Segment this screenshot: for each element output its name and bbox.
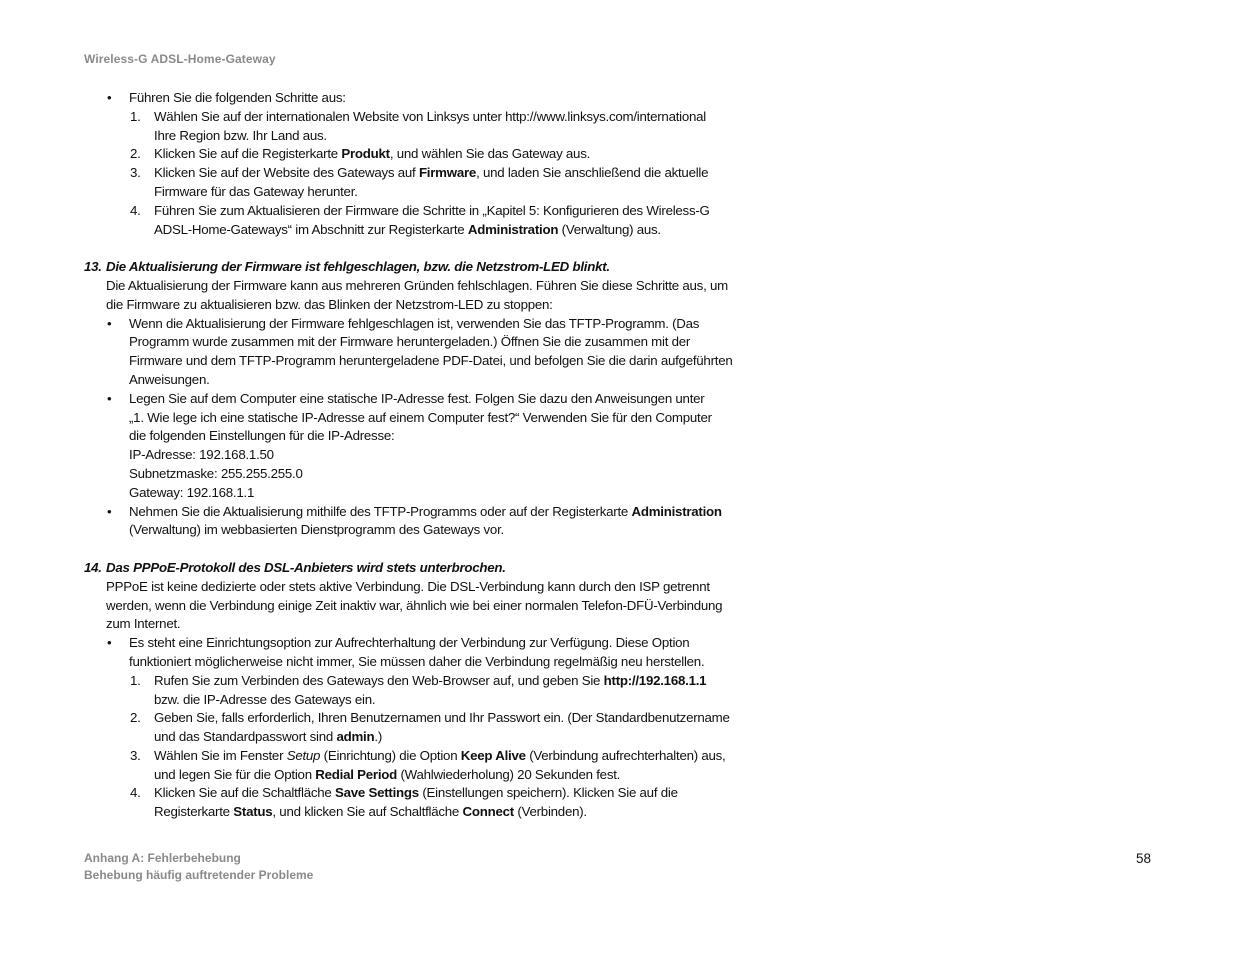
text-run: Firmware für das Gateway herunter. — [154, 183, 358, 199]
numbered-step — [84, 145, 764, 164]
bold-term: Firmware — [418, 165, 477, 181]
text-run: Anweisungen. — [129, 371, 210, 387]
list-item: • Führen Sie die folgenden Schritte aus: — [84, 89, 764, 108]
list-item — [84, 634, 764, 672]
text-run: , und klicken Sie auf Schaltfläche — [272, 804, 463, 820]
text-run: Die Aktualisierung der Firmware kann aus mehreren Gründen fehlschlagen. Führen Sie diese Schritte aus, um — [106, 277, 728, 293]
bold-term: Connect — [462, 804, 514, 820]
text-run: .) — [374, 729, 383, 745]
text-run: ADSL-Home-Gateways“ im Abschnitt zur Registerkarte — [154, 221, 468, 237]
text-run: Rufen Sie zum Verbinden des Gateways den Web-Browser auf, und geben Sie — [154, 672, 604, 688]
text-run: (Einstellungen speichern). Klicken Sie auf die — [418, 785, 678, 801]
paragraph — [84, 277, 764, 315]
text-run: Programm wurde zusammen mit der Firmware heruntergeladen.) Öffnen Sie die zusammen mit der — [129, 334, 691, 350]
text-run: Nehmen Sie die Aktualisierung mithilfe des TFTP-Programms oder auf der Registerkarte — [129, 503, 632, 519]
text-run: Gateway: 192.168.1.1 — [129, 484, 255, 500]
text-run: , und laden Sie anschließend die aktuelle — [476, 165, 709, 181]
bold-term: Keep Alive — [460, 747, 526, 763]
text-run: zum Internet. — [106, 616, 181, 632]
list-item — [84, 390, 764, 503]
paragraph — [84, 578, 764, 634]
text-run: Firmware und dem TFTP-Programm heruntergeladene PDF-Datei, und befolgen Sie die darin aufgeführten — [129, 353, 733, 369]
text-run: Wählen Sie im Fenster — [154, 747, 287, 763]
text-run: Klicken Sie auf die Schaltfläche — [154, 785, 335, 801]
text-run: (Verbindung aufrechterhalten) aus, — [525, 747, 726, 763]
bold-term: Status — [233, 804, 273, 820]
text-run: , und wählen Sie das Gateway aus. — [389, 146, 591, 162]
step-number: 1. — [130, 672, 141, 688]
text-run: und legen Sie für die Option — [154, 766, 316, 782]
text-run: Geben Sie, falls erforderlich, Ihren Benutzernamen und Ihr Passwort ein. (Der Standardbenutzername — [154, 710, 730, 726]
text-run: „1. Wie lege ich eine statische IP-Adresse auf einem Computer fest?“ Verwenden Sie für den Computer — [129, 409, 712, 425]
text-run: Legen Sie auf dem Computer eine statische IP-Adresse fest. Folgen Sie dazu den Anweisungen unter — [129, 390, 705, 406]
step-number: 3. — [130, 165, 141, 181]
page-number: 58 — [1136, 851, 1152, 866]
numbered-step — [84, 164, 764, 202]
text-run: Führen Sie zum Aktualisieren der Firmware die Schritte in „Kapitel 5: Konfigurieren des Wireless-G — [154, 202, 710, 218]
bold-term: Redial Period — [315, 766, 398, 782]
italic-term: Setup — [286, 747, 321, 763]
running-header: Wireless-G ADSL-Home-Gateway — [84, 52, 276, 66]
bullet-list — [84, 315, 764, 541]
text-run: Klicken Sie auf der Website des Gateways auf — [154, 165, 419, 181]
bold-term: Produkt — [341, 146, 390, 162]
numbered-step — [84, 108, 764, 146]
text-run: (Verwaltung) aus. — [558, 221, 661, 237]
text-run: (Wahlwiederholung) 20 Sekunden fest. — [397, 766, 621, 782]
section-title: Das PPPoE-Protokoll des DSL-Anbieters wird stets unterbrochen. — [106, 559, 506, 575]
section-number: 14. — [84, 559, 102, 575]
bold-term: Save Settings — [334, 785, 419, 801]
text-run: Registerkarte — [154, 804, 234, 820]
step-list — [84, 108, 764, 240]
step-list — [84, 672, 764, 822]
text-run: Klicken Sie auf die Registerkarte — [154, 146, 342, 162]
text-run: die folgenden Einstellungen für die IP-Adresse: — [129, 428, 395, 444]
bold-term: Administration — [631, 503, 722, 519]
step-number: 4. — [130, 202, 141, 218]
page-content — [84, 89, 764, 822]
section-heading — [84, 258, 764, 277]
footer-chapter: Anhang A: Fehlerbehebung — [84, 851, 241, 865]
text-run: (Einrichtung) die Option — [320, 747, 461, 763]
bold-term: admin — [336, 729, 375, 745]
text-run: Es steht eine Einrichtungsoption zur Aufrechterhaltung der Verbindung zur Verfügung. Diese Option — [129, 635, 690, 651]
section-number: 13. — [84, 259, 102, 275]
text-run: die Firmware zu aktualisieren bzw. das Blinken der Netzstrom-LED zu stoppen: — [106, 296, 553, 312]
bold-term: http://192.168.1.1 — [603, 672, 707, 688]
text-run: funktioniert möglicherweise nicht immer, Sie müssen daher die Verbindung regelmäßig neu herstellen. — [129, 653, 705, 669]
text-run: Ihre Region bzw. Ihr Land aus. — [154, 127, 327, 143]
step-number: 2. — [130, 146, 141, 162]
footer-section: Behebung häufig auftretender Probleme — [84, 867, 314, 882]
numbered-step — [84, 784, 764, 822]
numbered-step — [84, 672, 764, 710]
footer — [84, 850, 313, 883]
text-run: und das Standardpasswort sind — [154, 729, 337, 745]
text-run: PPPoE ist keine dedizierte oder stets aktive Verbindung. Die DSL-Verbindung kann durch den ISP getrennt — [106, 578, 710, 594]
list-item — [84, 503, 764, 541]
step-number: 4. — [130, 785, 141, 801]
list-item — [84, 315, 764, 390]
step-number: 1. — [130, 108, 141, 124]
bold-term: Administration — [467, 221, 559, 237]
text-run: Wenn die Aktualisierung der Firmware fehlgeschlagen ist, verwenden Sie das TFTP-Programm. (Das — [129, 315, 700, 331]
section-title: Die Aktualisierung der Firmware ist fehlgeschlagen, bzw. die Netzstrom-LED blinkt. — [106, 259, 610, 275]
numbered-step — [84, 747, 764, 785]
section-heading — [84, 559, 764, 578]
text-run: werden, wenn die Verbindung einige Zeit inaktiv war, ähnlich wie bei einer normalen Telefon-DFÜ-Verbindung — [106, 597, 723, 613]
text-run: (Verbinden). — [513, 804, 587, 820]
step-number: 2. — [130, 710, 141, 726]
text-run: bzw. die IP-Adresse des Gateways ein. — [154, 691, 376, 707]
step-number: 3. — [130, 747, 141, 763]
text-run: Wählen Sie auf der internationalen Website von Linksys unter http://www.linksys.com/international — [154, 108, 706, 124]
text-run: IP-Adresse: 192.168.1.50 — [129, 447, 274, 463]
text-run: (Verwaltung) im webbasierten Dienstprogramm des Gateways vor. — [129, 522, 504, 538]
numbered-step — [84, 202, 764, 240]
text-run: Subnetzmaske: 255.255.255.0 — [129, 465, 303, 481]
numbered-step — [84, 709, 764, 747]
